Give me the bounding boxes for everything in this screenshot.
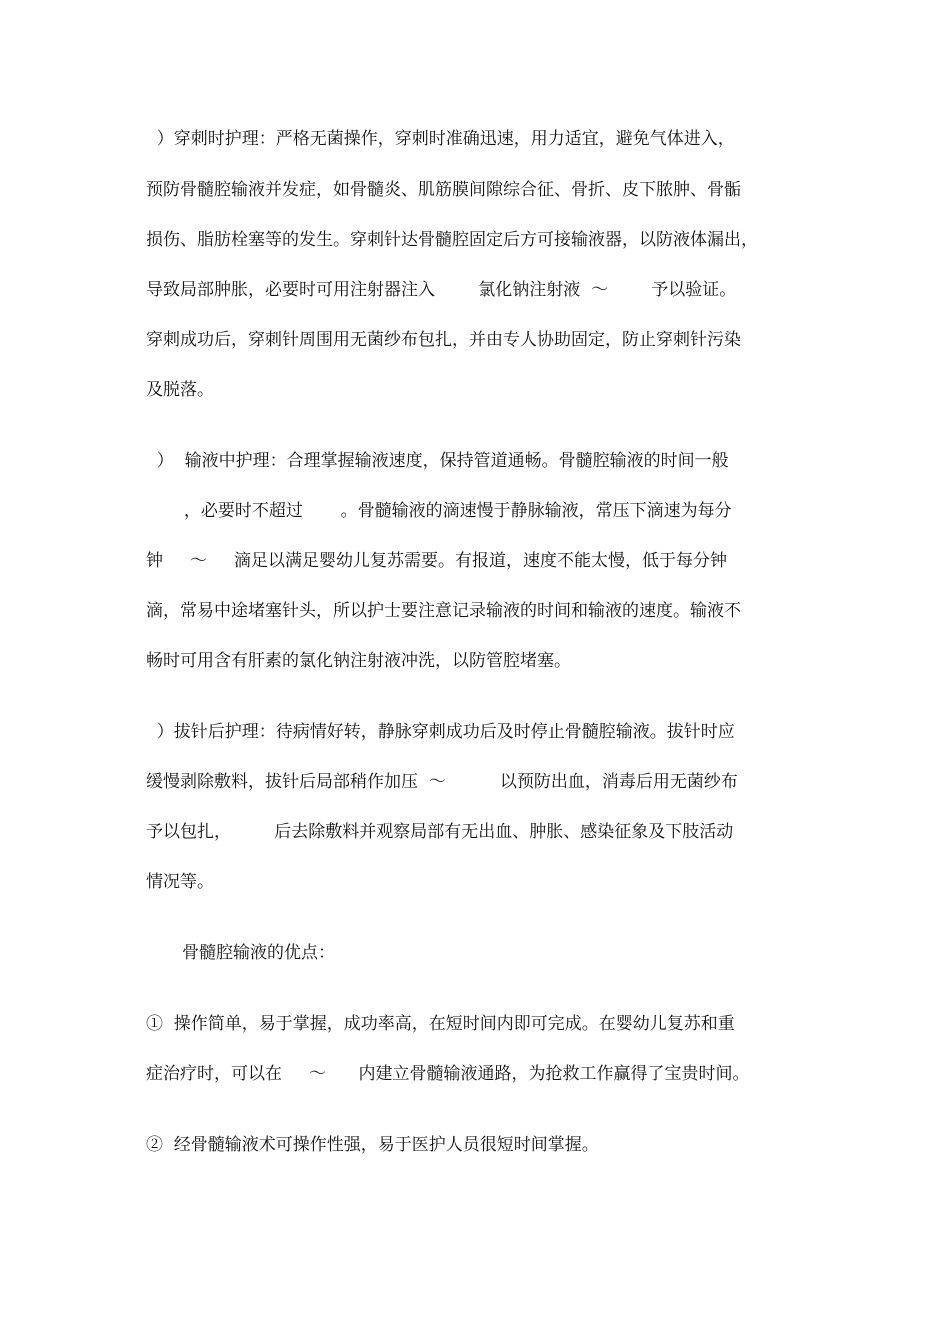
text-line: ① 操作简单，易于掌握，成功率高，在短时间内即可完成。在婴幼儿复苏和重 xyxy=(146,1014,735,1034)
text-line: 钟 ～ 滴足以满足婴幼儿复苏需要。有报道，速度不能太慢，低于每分钟 xyxy=(146,551,728,571)
text-line: 畅时可用含有肝素的氯化钠注射液冲洗，以防管腔堵塞。 xyxy=(146,651,571,671)
text-line: ）穿刺时护理：严格无菌操作，穿刺时准确迅速，用力适宜，避免气体进入， xyxy=(146,129,735,149)
text-line: 情况等。 xyxy=(146,872,214,892)
text-line: 予以包扎， 后去除敷料并观察局部有无出血、肿胀、感染征象及下肢活动 xyxy=(146,822,734,842)
text-line: 缓慢剥除敷料，拔针后局部稍作加压 ～ 以预防出血，消毒后用无菌纱布 xyxy=(146,772,738,792)
text-line: ）拔针后护理：待病情好转，静脉穿刺成功后及时停止骨髓腔输液。拔针时应 xyxy=(146,722,735,742)
text-line: 症治疗时，可以在 ～ 内建立骨髓输液通路，为抢救工作赢得了宝贵时间。 xyxy=(146,1064,750,1084)
section-heading: 骨髓腔输液的优点： xyxy=(182,943,335,963)
text-line: 滴，常易中途堵塞针头，所以护士要注意记录输液的时间和输液的速度。输液不 xyxy=(146,601,741,621)
text-line: 及脱落。 xyxy=(146,380,214,400)
text-line: ，必要时不超过 。骨髓输液的滴速慢于静脉输液，常压下滴速为每分 xyxy=(146,501,732,521)
text-line: 预防骨髓腔输液并发症，如骨髓炎、肌筋膜间隙综合征、骨折、皮下脓肿、骨骺 xyxy=(146,180,741,200)
text-line: ② 经骨髓输液术可操作性强，易于医护人员很短时间掌握。 xyxy=(146,1135,599,1155)
text-line: 穿刺成功后，穿刺针周围用无菌纱布包扎，并由专人协助固定，防止穿刺针污染 xyxy=(146,330,741,350)
text-line: ） 输液中护理：合理掌握输液速度，保持管道通畅。骨髓腔输液的时间一般 xyxy=(146,451,729,471)
text-line: 损伤、脂肪栓塞等的发生。穿刺针达骨髓腔固定后方可接输液器，以防液体漏出， xyxy=(146,230,758,250)
text-line: 导致局部肿胀，必要时可用注射器注入 氯化钠注射液 ～ 予以验证。 xyxy=(146,280,737,300)
